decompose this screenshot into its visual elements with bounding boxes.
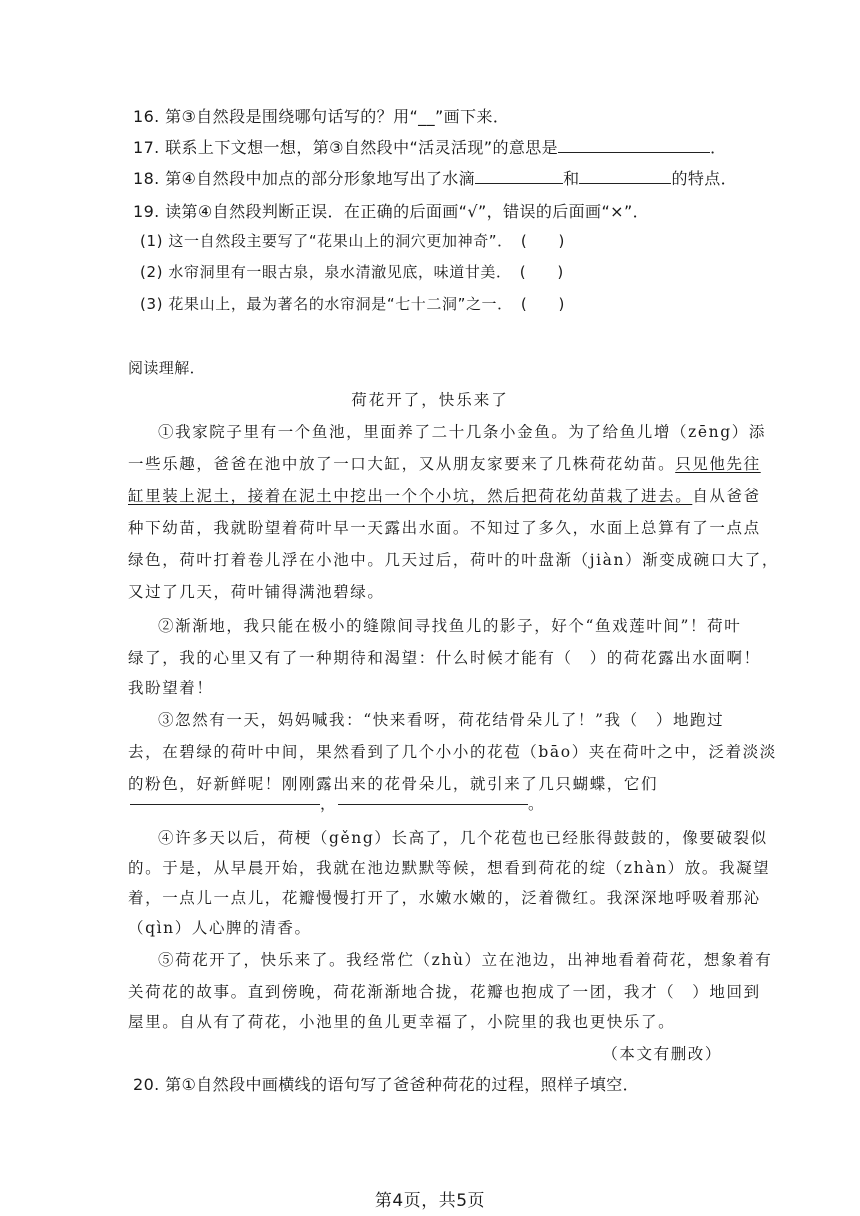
section-heading: 阅读理解． xyxy=(128,359,206,377)
passage-text: 一些乐趣，爸爸在池中放了一口大缸，又从朋友家要来了几株荷花幼苗。 xyxy=(128,455,676,473)
passage-line: 去，在碧绿的荷叶中间，果然看到了几个小小的花苞（bāo）夹在荷叶之中，泛着淡淡 xyxy=(128,743,777,761)
passage-line: 着，一点儿一点儿，花瓣慢慢打开了，水嫩水嫩的，泛着微红。我深深地呼吸着那沁 xyxy=(128,889,761,907)
passage-line: 的粉色，好新鲜呢！刚刚露出来的花骨朵儿，就引来了几只蝴蝶，它们 xyxy=(128,775,659,793)
passage-line: 我盼望着！ xyxy=(128,679,214,697)
answer-blank-18b[interactable] xyxy=(579,169,671,184)
question-19-item: (1) 这一自然段主要写了“花果山上的洞穴更加神奇”． ( ) xyxy=(140,232,565,250)
passage-line: ①我家院子里有一个鱼池，里面养了二十几条小金鱼。为了给鱼儿增（zēng）添 xyxy=(158,423,766,441)
passage-line: 屋里。自从有了荷花，小池里的鱼儿更幸福了，小院里的我也更快乐了。 xyxy=(128,1013,676,1031)
page-footer: 第4页，共5页 xyxy=(374,1191,486,1211)
passage-line: 又过了几天，荷叶铺得满池碧绿。 xyxy=(128,583,385,601)
question-18 xyxy=(133,166,737,189)
passage-line: ⑤荷花开了，快乐来了。我经常伫（zhù）立在池边，出神地看着荷花，想象着有 xyxy=(158,951,773,969)
question-17-end: ． xyxy=(710,138,727,157)
question-18-text: 18. 第④自然段中加点的部分形象地写出了水滴 xyxy=(133,169,476,188)
passage-title: 荷花开了，快乐来了 xyxy=(351,391,509,409)
underlined-sentence: 缸里装上泥土，接着在泥土中挖出一个个小坑，然后把荷花幼苗栽了进去。 xyxy=(128,487,693,505)
answer-blank-line[interactable] xyxy=(338,804,528,805)
question-18-and: 和 xyxy=(563,169,580,188)
question-20: 20. 第①自然段中画横线的语句写了爸爸种荷花的过程，照样子填空． xyxy=(133,1075,640,1094)
underlined-sentence: 只见他先往 xyxy=(675,455,761,473)
answer-blank-18a[interactable] xyxy=(475,169,563,184)
passage-line: 种下幼苗，我就盼望着荷叶早一天露出水面。不知过了多久，水面上总算有了一点点 xyxy=(128,519,761,537)
passage-line: 绿色，荷叶打着卷儿浮在小池中。几天过后，荷叶的叶盘渐（jiàn）渐变成碗口大了， xyxy=(128,551,779,569)
answer-blank-17[interactable] xyxy=(558,138,710,153)
passage-line: 关荷花的故事。直到傍晚，荷花渐渐地合拢，花瓣也抱成了一团，我才（ ）地回到 xyxy=(128,983,761,1001)
question-17 xyxy=(133,135,726,158)
passage-line xyxy=(128,452,761,474)
question-19-item: (3) 花果山上，最为著名的水帘洞是“七十二洞”之一． ( ) xyxy=(140,295,565,313)
blank-comma: ， xyxy=(320,795,338,813)
question-19-item: (2) 水帘洞里有一眼古泉，泉水清澈见底，味道甘美． ( ) xyxy=(140,263,564,281)
passage-line: ②渐渐地，我只能在极小的缝隙间寻找鱼儿的影子，好个“鱼戏莲叶间”！荷叶 xyxy=(158,617,742,635)
passage-line xyxy=(128,484,761,506)
question-19: 19. 读第④自然段判断正误．在正确的后面画“√”，错误的后面画“×”． xyxy=(133,202,650,221)
passage-line: （qìn）人心脾的清香。 xyxy=(128,919,312,937)
passage-line: 绿了，我的心里又有了一种期待和渴望：什么时候才能有（ ）的荷花露出水面啊！ xyxy=(128,649,761,667)
source-note: （本文有删改） xyxy=(602,1045,722,1063)
question-17-text: 17. 联系上下文想一想，第③自然段中“活灵活现”的意思是 xyxy=(133,138,559,157)
passage-line: ③忽然有一天，妈妈喊我：“快来看呀，荷花结骨朵儿了！”我（ ）地跑过 xyxy=(158,711,725,729)
question-16: 16. 第③自然段是围绕哪句话写的？用“__”画下来． xyxy=(133,107,510,126)
passage-text: 自从爸爸 xyxy=(692,487,761,505)
question-18-end: 的特点． xyxy=(671,169,738,188)
passage-line: ④许多天以后，荷梗（gěng）长高了，几个花苞也已经胀得鼓鼓的，像要破裂似 xyxy=(158,829,768,847)
blank-period: 。 xyxy=(528,795,546,813)
answer-blank-line[interactable] xyxy=(130,804,320,805)
passage-line: 的。于是，从早晨开始，我就在池边默默等候，想看到荷花的绽（zhàn）放。我凝望 xyxy=(128,859,771,877)
